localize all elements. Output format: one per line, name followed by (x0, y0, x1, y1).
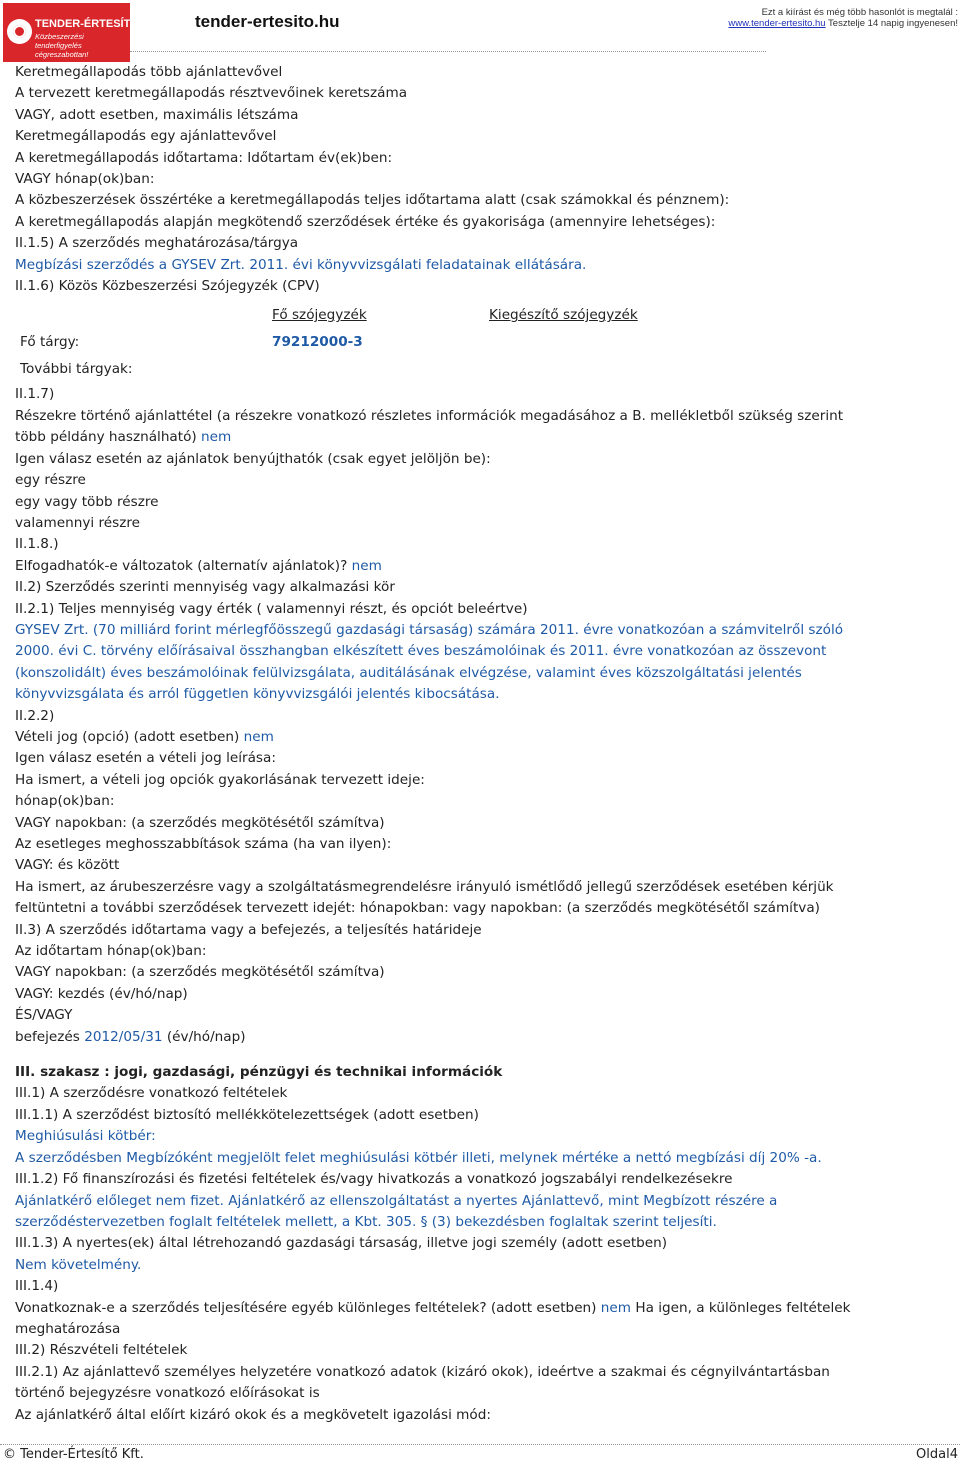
text-line: Részekre történő ajánlattétel (a részekre vonatkozó részletes információk megadásához a B. mellékletből szükség szerint (15, 407, 844, 424)
section-heading: II.2.2) (15, 707, 55, 724)
footer-divider (0, 1444, 960, 1445)
scope-text: GYSEV Zrt. (70 milliárd forint mérlegfőösszegű gazdasági társaság) számára 2011. évre vonatkozóan a számvitelről szóló (15, 621, 844, 638)
text-line: valamennyi részre (15, 514, 140, 531)
cpv-heading: II.1.6) Közös Közbeszerzési Szójegyzék (CPV) (15, 278, 320, 295)
text-line: egy részre (15, 472, 86, 489)
option-answer: nem (243, 728, 274, 745)
text-line: ÉS/VAGY (15, 1007, 73, 1024)
document-body (15, 62, 950, 1426)
scope-text: (konszolidált) éves beszámolóinak felülvizsgálata, auditálásának elvégzése, valamint éves közszolgáltatási jelentés (15, 664, 802, 681)
payment-text: Ajánlatkérő előleget nem fizet. Ajánlatkérő az ellenszolgáltatást a nyertes Ajánlattevő, mint Megbízott részére a (15, 1192, 778, 1209)
text-line: Igen válasz esetén az ajánlatok benyújthatók (csak egyet jelöljön be): (15, 450, 491, 467)
section-heading: III.2.1) Az ajánlattevő személyes helyzetére vonatkozó adatok (kizáró okok), ideértve a szakmai és cégnyilvántartásban (15, 1363, 830, 1380)
text-line: A közbeszerzések összértéke a keretmegállapodás teljes időtartama alatt (csak számokkal és pénznem): (15, 192, 730, 209)
option-question: Vételi jog (opció) (adott esetben) (15, 728, 244, 745)
text-line: feltüntetni a további szerződések tervezett idejét: hónapokban: vagy napokban: (a szerződés megkötésétől számítva) (15, 900, 820, 917)
lot-answer: nem (201, 429, 232, 446)
variants-question: Elfogadhatók-e változatok (alternatív ajánlatok)? (15, 557, 352, 574)
page-number: Oldal4 (916, 1447, 958, 1462)
text-line: VAGY: és között (15, 857, 120, 874)
text-line: Ha ismert, a vételi jog opciók gyakorlásának tervezett ideje: (15, 771, 425, 788)
entity-requirement: Nem követelmény. (15, 1256, 142, 1273)
promo-text (728, 7, 958, 29)
logo-title: TENDER-ÉRTESÍTŐ.hu (35, 18, 156, 30)
section-heading: III.1) A szerződésre vonatkozó feltételek (15, 1085, 288, 1102)
section-heading: III.1.2) Fő finanszírozási és fizetési feltételek és/vagy hivatkozás a vonatkozó jogszabályi rendelkezésekre (15, 1171, 733, 1188)
text-line (15, 427, 950, 448)
text-line (15, 1027, 950, 1048)
section-heading: III.1.1) A szerződést biztosító mellékkötelezettségek (adott esetben) (15, 1106, 479, 1123)
text-line: Keretmegállapodás több ajánlattevővel (15, 64, 283, 80)
contract-subject: Megbízási szerződés a GYSEV Zrt. 2011. évi könyvvizsgálati feladatainak ellátására. (15, 256, 587, 273)
penalty-text: A szerződésben Megbízóként megjelölt felet meghiúsulási kötbér illeti, melynek mértéke a nettó megbízási díj 20% -a. (15, 1149, 822, 1166)
scope-text: 2000. évi C. törvény előírásaival összhangban elkészített éves beszámolóinak és 2011. évre vonatkozóan az összevont (15, 643, 827, 660)
text-line (15, 727, 950, 748)
special-conditions-answer: nem (600, 1299, 632, 1316)
cpv-extra-column: Kiegészítő szójegyzék (489, 307, 638, 324)
text-line: meghatározása (15, 1320, 121, 1337)
spacer (15, 1048, 950, 1062)
text-line: VAGY napokban: (a szerződés megkötésétől számítva) (15, 964, 385, 981)
text-line: hónap(ok)ban: (15, 793, 115, 810)
text-line (15, 1298, 950, 1319)
promo-link[interactable]: www.tender-ertesito.hu (728, 18, 826, 29)
text-line: Keretmegállapodás egy ajánlattevővel (15, 128, 277, 145)
section-heading: II.3) A szerződés időtartama vagy a befejezés, a teljesítés határideje (15, 921, 482, 938)
footer-copyright: © Tender-Értesítő Kft. (3, 1447, 144, 1462)
text-line: A keretmegállapodás időtartama: Időtartam év(ek)ben: (15, 149, 393, 166)
cpv-header-row (15, 303, 950, 330)
special-conditions-tail: Ha igen, a különleges feltételek (631, 1299, 851, 1316)
text-line: Ha ismert, az árubeszerzésre vagy a szolgáltatásmegrendelésre irányuló ismétlődő jellegű szerződések esetében kérjük (15, 878, 834, 895)
section-heading: III.1.3) A nyertes(ek) által létrehozandó gazdasági társaság, illetve jogi személy (adott esetben) (15, 1235, 668, 1252)
text-line: VAGY hónap(ok)ban: (15, 171, 155, 188)
section-heading: II.2) Szerződés szerinti mennyiség vagy alkalmazási kör (15, 579, 395, 596)
text-line: VAGY, adott esetben, maximális létszáma (15, 106, 299, 123)
section-heading: II.1.7) (15, 386, 55, 403)
section-heading: III.2) Részvételi feltételek (15, 1342, 188, 1359)
promo-tail: Tesztelje 14 napig ingyenesen! (825, 18, 958, 29)
scope-text: könyvvizsgálata és arról független könyvvizsgálói jelentés kibocsátása. (15, 686, 500, 703)
text-line: VAGY: kezdés (év/hó/nap) (15, 985, 188, 1002)
promo-line: Ezt a kiírást és még több hasonlót is megtalál : (761, 7, 958, 18)
target-icon (7, 19, 32, 44)
section-title: III. szakasz : jogi, gazdasági, pénzügyi és technikai információk (15, 1064, 503, 1081)
penalty-label: Meghiúsulási kötbér: (15, 1128, 156, 1145)
text-line: történő bejegyzésre vonatkozó előírásokat is (15, 1385, 320, 1402)
text-line: Az esetleges meghosszabbítások száma (ha van ilyen): (15, 836, 392, 852)
section-heading: II.1.5) A szerződés meghatározása/tárgya (15, 235, 299, 252)
text-line: A tervezett keretmegállapodás résztvevőinek keretszáma (15, 85, 408, 102)
payment-text: szerződéstervezetben foglalt feltételek mellett, a Kbt. 305. § (3) bekezdésben foglaltak szerint teljesíti. (15, 1213, 717, 1230)
logo-subtitle: Közbeszerzési tenderfigyelés cégreszabottan! (35, 32, 89, 59)
text-line: egy vagy több részre (15, 493, 159, 510)
cpv-main-row (15, 330, 950, 357)
cpv-main-label: Fő tárgy: (20, 334, 80, 351)
end-suffix: (év/hó/nap) (162, 1028, 246, 1045)
text-line: A keretmegállapodás alapján megkötendő szerződések értéke és gyakorisága (amennyire lehetséges): (15, 213, 716, 230)
cpv-main-code: 79212000-3 (272, 334, 363, 351)
text-line (15, 556, 950, 577)
end-prefix: befejezés (15, 1028, 85, 1045)
header-divider (130, 51, 766, 52)
section-heading: III.1.4) (15, 1278, 59, 1295)
page-header (0, 0, 960, 58)
tender-ertesito-logo[interactable] (3, 3, 156, 62)
text-line: VAGY napokban: (a szerződés megkötésétől számítva) (15, 814, 385, 831)
variants-answer: nem (351, 557, 382, 574)
section-heading: II.2.1) Teljes mennyiség vagy érték ( valamennyi részt, és opciót beleértve) (15, 600, 528, 617)
section-heading: II.1.8.) (15, 536, 59, 553)
special-conditions-question: Vonatkoznak-e a szerződés teljesítésére egyéb különleges feltételek? (adott esetben) (15, 1299, 601, 1316)
cpv-extra-row (15, 357, 950, 384)
cpv-main-column: Fő szójegyzék (272, 307, 367, 324)
end-date: 2012/05/31 (84, 1028, 163, 1045)
cpv-extra-label: További tárgyak: (20, 361, 133, 378)
site-title: tender-ertesito.hu (195, 12, 340, 31)
text-line: Az időtartam hónap(ok)ban: (15, 943, 207, 960)
lot-question: több példány használható) (15, 429, 202, 446)
text-line: Az ajánlatkérő által előírt kizáró okok és a megkövetelt igazolási mód: (15, 1406, 491, 1423)
cpv-table (15, 303, 950, 384)
text-line: Igen válasz esetén a vételi jog leírása: (15, 750, 276, 767)
